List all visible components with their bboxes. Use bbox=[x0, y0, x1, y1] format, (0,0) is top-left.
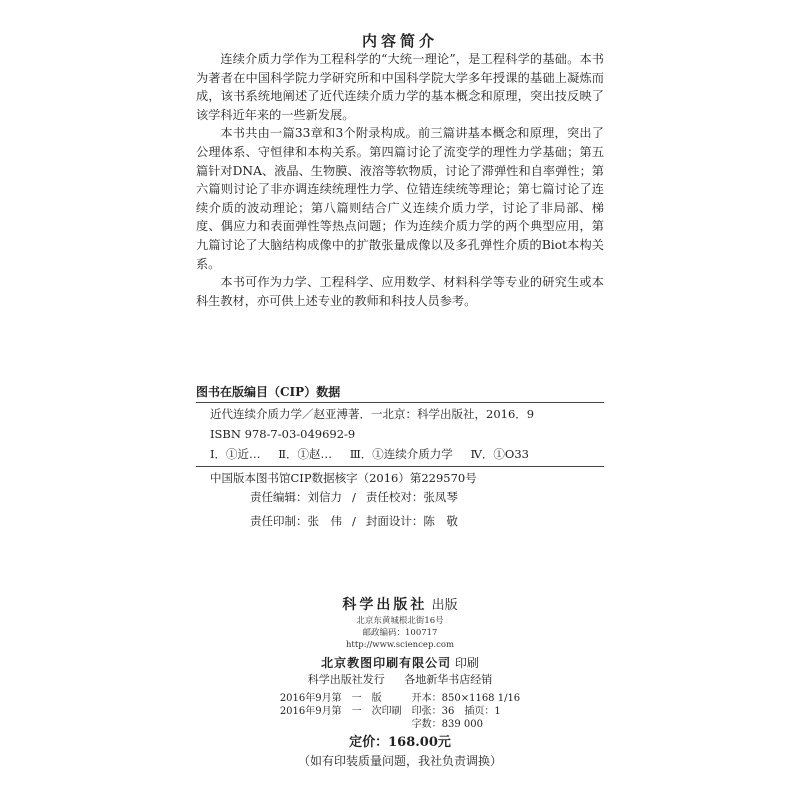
format-kind: 版 bbox=[371, 693, 382, 704]
format-row bbox=[275, 692, 525, 705]
summary-paragraph: 连续介质力学作为工程科学的“大统一理论”，是工程科学的基础。本书为著者在中国科学院力学研究所和中国科学院大学多年授课的基础上凝炼而成，该书系统地阐述了近代连续介质力学的基本概念和原理，突出技反映了该学科近年来的一些新发展。 bbox=[196, 52, 604, 122]
format-count bbox=[347, 718, 367, 731]
editor-name: 刘信力 bbox=[307, 490, 342, 504]
printed-label: 印刷 bbox=[454, 656, 479, 670]
printer-line bbox=[200, 654, 600, 672]
quality-notice: （如有印装质量问题，我社负责调换） bbox=[297, 754, 502, 768]
format-table bbox=[275, 692, 525, 731]
publisher-address: 北京东黄城根北街16号 bbox=[356, 616, 444, 626]
credits-row: 责任印制：张 伟 / 封面设计：陈 敬 bbox=[250, 514, 458, 528]
publisher-postcode: 邮政编码：100717 bbox=[362, 628, 438, 638]
cip-class: Ⅰ．①近… bbox=[210, 447, 261, 461]
print-label: 责任印制： bbox=[250, 514, 308, 528]
design-name: 陈 敬 bbox=[423, 514, 458, 528]
format-date: 2016年9月第 bbox=[279, 693, 342, 704]
format-row bbox=[275, 718, 525, 731]
credits-block bbox=[250, 485, 570, 533]
summary-title: 内容简介 bbox=[361, 32, 438, 50]
format-date: 2016年9月第 bbox=[279, 706, 342, 717]
format-count: 一 bbox=[351, 706, 362, 717]
distributor: 各地新华书店经销 bbox=[404, 673, 493, 686]
format-count: 一 bbox=[351, 693, 362, 704]
distribution-line bbox=[200, 672, 600, 688]
proof-name: 张凤琴 bbox=[423, 490, 458, 504]
publisher-website: http://www.sciencep.com bbox=[345, 640, 455, 650]
design-label: 封面设计： bbox=[365, 514, 424, 528]
issuer: 科学出版社发行 bbox=[307, 673, 385, 686]
format-spec: 字数：839 000 bbox=[411, 719, 483, 730]
format-date bbox=[275, 718, 347, 731]
cip-citation: 近代连续介质力学／赵亚溥著．一北京：科学出版社，2016．9 bbox=[210, 407, 535, 421]
summary-paragraph: 本书可作为力学、工程科学、应用数学、材料科学等专业的研究生或本科生教材，亦可供上述专业的教师和科技人员参考。 bbox=[196, 275, 604, 308]
editor-label: 责任编辑： bbox=[250, 490, 308, 504]
cip-body bbox=[196, 404, 604, 464]
credits-row: 责任编辑：刘信力 / 责任校对：张凤琴 bbox=[250, 490, 458, 504]
colophon bbox=[200, 596, 600, 770]
format-row bbox=[275, 705, 525, 718]
format-spec: 开本：850×1168 1/16 bbox=[411, 693, 521, 704]
summary-section bbox=[196, 50, 604, 310]
cip-title: 图书在版编目（CIP）数据 bbox=[196, 383, 604, 403]
cip-divider bbox=[196, 466, 604, 467]
price: 定价：168.00元 bbox=[349, 735, 451, 750]
cip-class: Ⅳ．①O33 bbox=[470, 447, 529, 461]
format-kind bbox=[367, 718, 407, 731]
publisher-logo: 科学出版社 bbox=[342, 597, 428, 613]
published-label: 出版 bbox=[431, 598, 458, 613]
format-kind: 次印刷 bbox=[371, 706, 402, 717]
cip-class: Ⅲ．①连续介质力学 bbox=[349, 447, 453, 461]
publisher-line bbox=[200, 596, 600, 615]
summary-paragraph: 本书共由一篇33章和3个附录构成。前三篇讲基本概念和原理，突出了公理体系、守恒律和本构关系。第四篇讨论了流变学的理性力学基础；第五篇针对DNA、液晶、生物膜、液溶等软物质，讨论了滞弹性和自率弹性；第六篇则讨论了非亦调连续统理性力学、位错连续统等理论；第七篇讨论了连续介质的波动理论；第八篇则结合广义连续介质力学，讨论了非局部、梯度、偶应力和表面弹性等热点问题；作为连续介质力学的两个典型应用，第九篇讨论了大脑结构成像中的扩散张量成像以及多孔弹性介质的Biot本构关系。 bbox=[196, 126, 604, 271]
print-name: 张 伟 bbox=[307, 514, 342, 528]
cip-classes bbox=[210, 444, 604, 464]
format-spec: 印张：36 插页：1 bbox=[411, 706, 501, 717]
printer-name: 北京教图印刷有限公司 bbox=[321, 656, 452, 670]
cip-isbn: ISBN 978-7-03-049692-9 bbox=[210, 427, 356, 441]
proof-label: 责任校对： bbox=[365, 490, 424, 504]
cip-class: Ⅱ．①赵… bbox=[278, 447, 333, 461]
cip-record: 中国版本图书馆CIP数据核字（2016）第229570号 bbox=[210, 471, 477, 485]
cip-block bbox=[196, 383, 604, 488]
